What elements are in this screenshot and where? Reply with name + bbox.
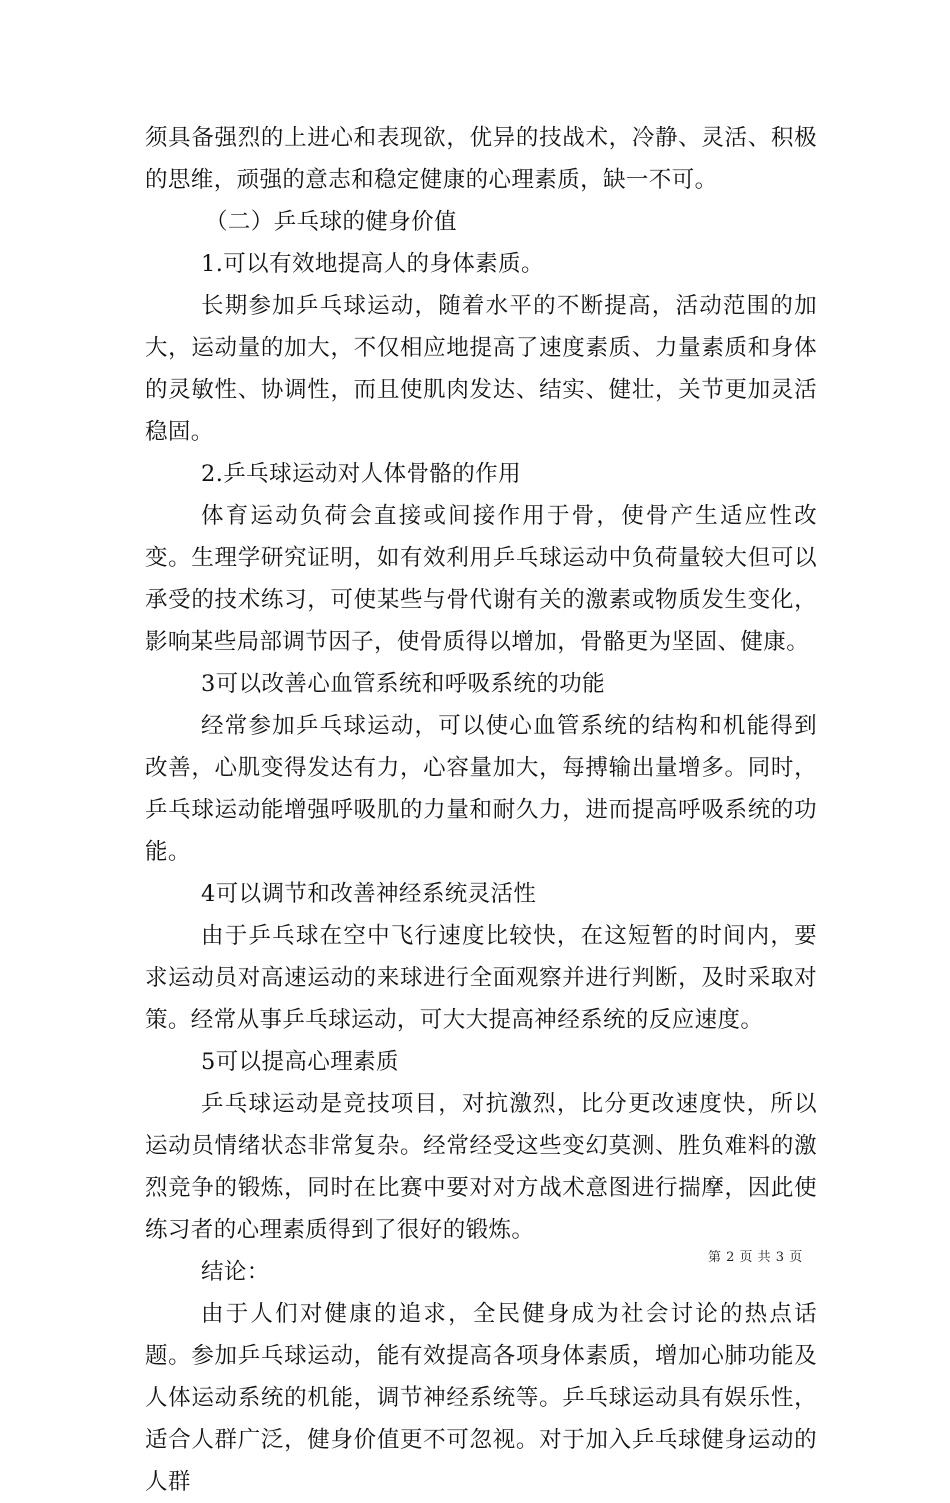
paragraph-continuation: 须具备强烈的上进心和表现欲，优异的技战术，冷静、灵活、积极的思维，顽强的意志和稳定健康的心理素质，缺一不可。 [145,125,817,193]
subheading-3: 3可以改善心血管系统和呼吸系统的功能 [201,671,606,697]
subheading-5: 5可以提高心理素质 [201,1049,399,1075]
section-heading: （二）乒乓球的健身价值 [205,209,457,235]
page-number-label: 第 2 页 共 3 页 [708,1250,803,1265]
conclusion-paragraph: 由于人们对健康的追求，全民健身成为社会讨论的热点话题。参加乒乓球运动，能有效提高各项身体素质，增加心肺功能及人体运动系统的机能，调节神经系统等。乒乓球运动具有娱乐性，适合人群广泛，健身价值更不可忽视。对于加入乒乓球健身运动的人群 [145,1301,817,1495]
paragraph-5: 乒乓球运动是竞技项目，对抗激烈，比分更改速度快，所以运动员情绪状态非常复杂。经常经受这些变幻莫测、胜负难料的激烈竞争的锻炼，同时在比赛中要对对方战术意图进行揣摩，因此使练习者的心理素质得到了很好的锻炼。 [145,1091,817,1243]
subheading-4: 4可以调节和改善神经系统灵活性 [201,881,537,907]
subheading-2: 2.乒乓球运动对人体骨骼的作用 [201,461,521,487]
paragraph-4: 由于乒乓球在空中飞行速度比较快，在这短暂的时间内，要求运动员对高速运动的来球进行全面观察并进行判断，及时采取对策。经常从事乒乓球运动，可大大提高神经系统的反应速度。 [145,923,817,1033]
page-number-footer [708,1246,803,1265]
subheading-1: 1.可以有效地提高人的身体素质。 [201,251,544,277]
paragraph-3: 经常参加乒乓球运动，可以使心血管系统的结构和机能得到改善，心肌变得发达有力，心容量加大，每搏输出量增多。同时，乒乓球运动能增强呼吸肌的力量和耐久力，进而提高呼吸系统的功能。 [145,713,817,865]
paragraph-1: 长期参加乒乓球运动，随着水平的不断提高，活动范围的加大，运动量的加大，不仅相应地提高了速度素质、力量素质和身体的灵敏性、协调性，而且使肌肉发达、结实、健壮，关节更加灵活稳固。 [145,293,817,445]
paragraph-2: 体育运动负荷会直接或间接作用于骨，使骨产生适应性改变。生理学研究证明，如有效利用乒乓球运动中负荷量较大但可以承受的技术练习，可使某些与骨代谢有关的激素或物质发生变化，影响某些局部调节因子，使骨质得以增加，骨骼更为坚固、健康。 [145,503,817,655]
body-text [145,117,817,1503]
conclusion-heading: 结论： [201,1259,270,1285]
